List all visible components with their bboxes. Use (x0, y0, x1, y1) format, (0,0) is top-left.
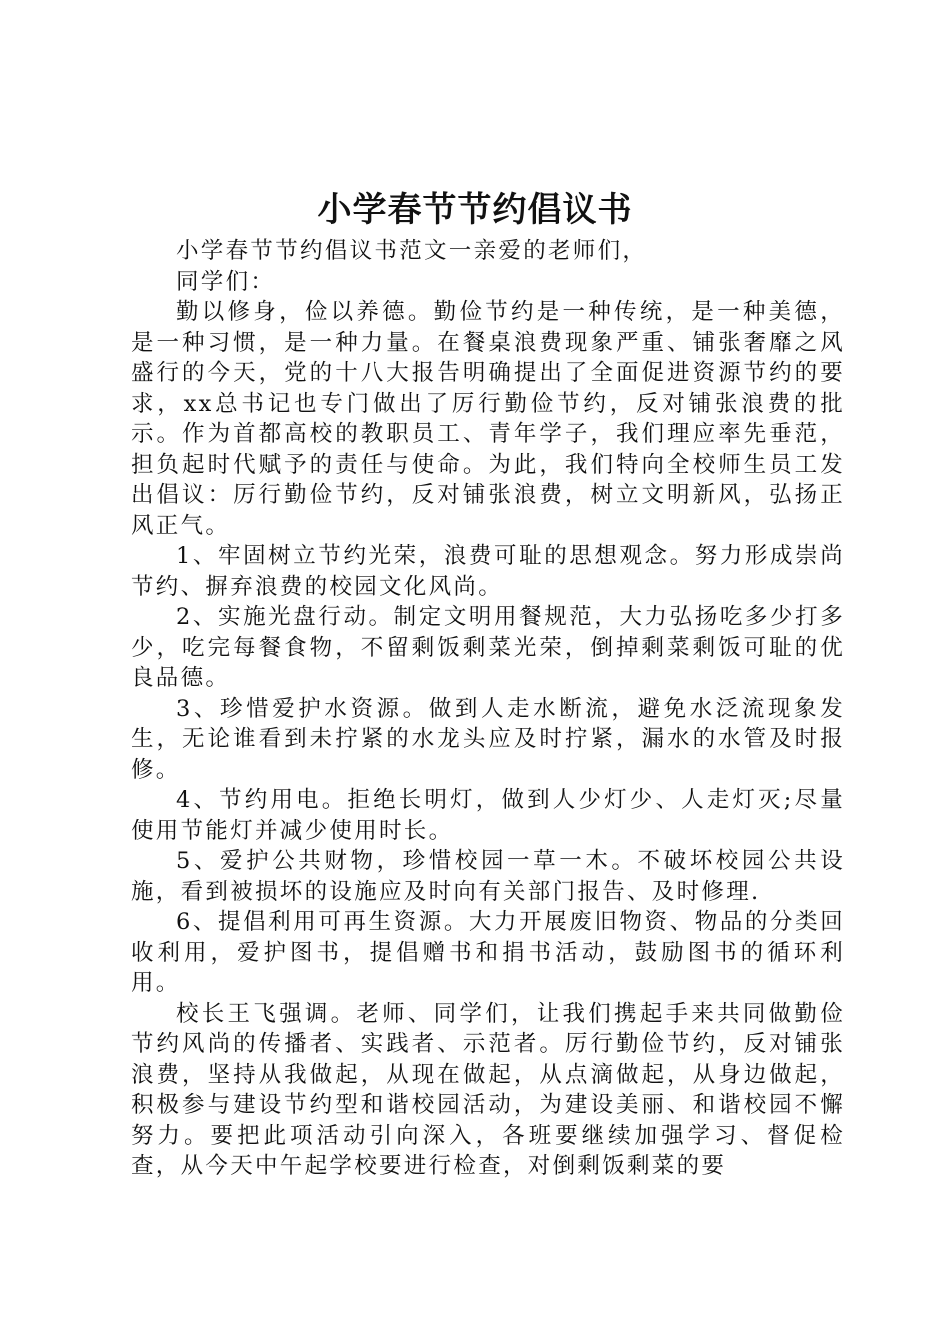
proposal-item-4: 4、节约用电。拒绝长明灯，做到人少灯少、人走灯灭;尽量使用节能灯并减少使用时长。 (131, 787, 845, 844)
document-title: 小学春节节约倡议书 (317, 190, 633, 230)
proposal-item-1: 1、牢固树立节约光荣，浪费可耻的思想观念。努力形成崇尚节约、摒弃浪费的校园文化风尚。 (131, 543, 845, 600)
proposal-item-5: 5、爱护公共财物，珍惜校园一草一木。不破坏校园公共设施，看到被损坏的设施应及时向有关部门报告、及时修理. (131, 848, 845, 905)
salutation-continued: 同学们： (176, 268, 276, 295)
intro-paragraph: 勤以修身，俭以养德。勤俭节约是一种传统，是一种美德，是一种习惯，是一种力量。在餐桌浪费现象严重、铺张奢靡之风盛行的今天，党的十八大报告明确提出了全面促进资源节约的要求，xx总书记也专门做出了厉行勤俭节约，反对铺张浪费的批示。作为首都高校的教职员工、青年学子，我们理应率先垂范，担负起时代赋予的责任与使命。为此，我们特向全校师生员工发出倡议：厉行勤俭节约，反对铺张浪费，树立文明新风，弘扬正风正气。 (131, 299, 845, 539)
document-body (131, 236, 845, 1182)
proposal-item-3: 3、珍惜爱护水资源。做到人走水断流，避免水泛流现象发生，无论谁看到未拧紧的水龙头应及时拧紧，漏水的水管及时报修。 (131, 695, 845, 783)
proposal-item-6: 6、提倡利用可再生资源。大力开展废旧物资、物品的分类回收利用，爱护图书，提倡赠书和捐书活动，鼓励图书的循环利用。 (131, 909, 845, 996)
closing-paragraph: 校长王飞强调。老师、同学们，让我们携起手来共同做勤俭节约风尚的传播者、实践者、示范者。厉行勤俭节约，反对铺张浪费，坚持从我做起，从现在做起，从点滴做起，从身边做起，积极参与建设节约型和谐校园活动，为建设美丽、和谐校园不懈努力。要把此项活动引向深入，各班要继续加强学习、督促检查，从今天中午起学校要进行检查，对倒剩饭剩菜的要 (131, 1000, 845, 1179)
proposal-item-2: 2、实施光盘行动。制定文明用餐规范，大力弘扬吃多少打多少，吃完每餐食物，不留剩饭剩菜光荣，倒掉剩菜剩饭可耻的优良品德。 (131, 604, 845, 691)
salutation-line: 小学春节节约倡议书范文一亲爱的老师们， (176, 238, 648, 264)
